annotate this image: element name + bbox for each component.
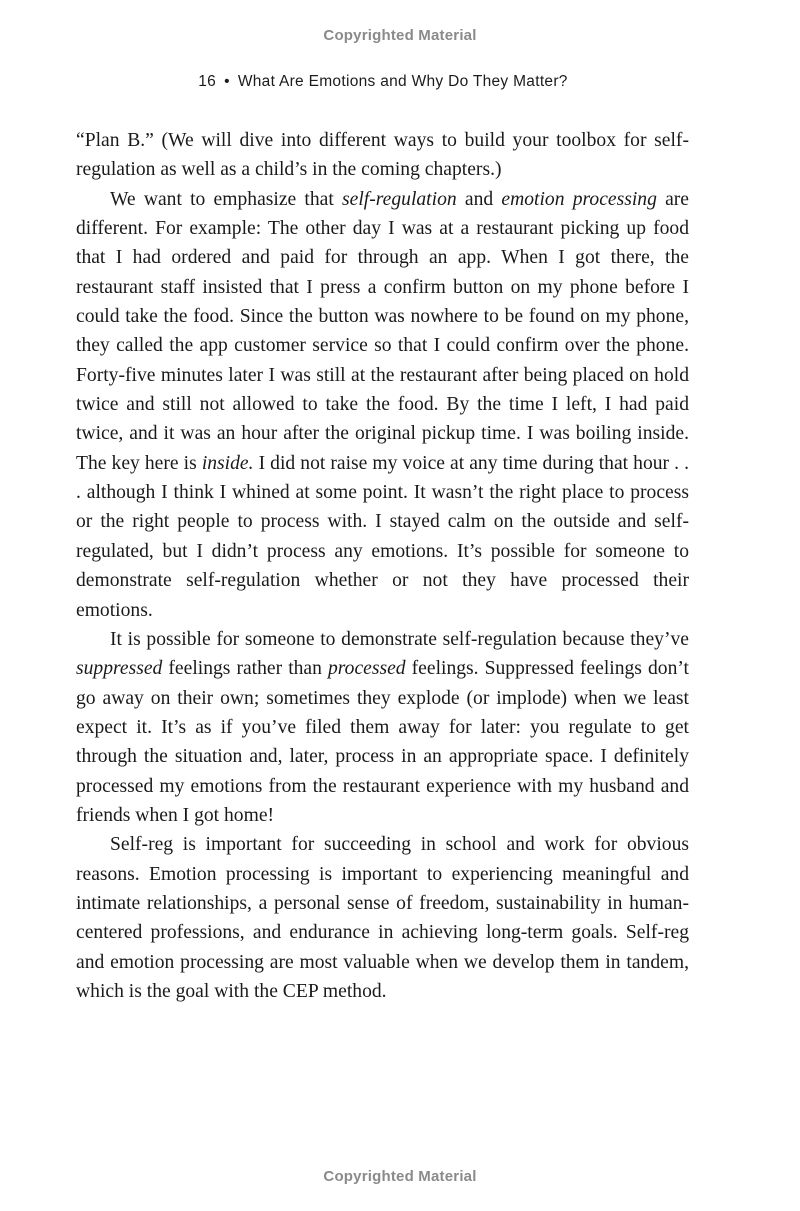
emphasis-processed: processed xyxy=(327,658,406,680)
running-header xyxy=(0,73,766,91)
emphasis-inside: inside. xyxy=(201,452,254,474)
page-number: 16 xyxy=(198,73,217,90)
emphasis-emotion-processing: emotion processing xyxy=(501,188,657,210)
header-separator: • xyxy=(224,73,230,90)
copyright-watermark-top: Copyrighted Material xyxy=(323,27,477,44)
emphasis-suppressed: suppressed xyxy=(76,658,163,680)
paragraph-2-text: and xyxy=(456,188,502,210)
paragraph-4: Self-reg is important for succeeding in school and work for obvious reasons. Emotion processing is important to experiencing meaningful and intimate relationships, a personal sense of freedom, sustainability in human-centered professions, and endurance in achieving long-term goals. Self-reg and emotion processing are most valuable when we develop them in tandem, which is the goal with the CEP method. xyxy=(76,834,689,1002)
paragraph-2-text: We want to emphasize that xyxy=(110,188,343,210)
body-text xyxy=(76,126,689,1006)
paragraph-3-text: feelings rather than xyxy=(162,658,328,680)
paragraph-3-text: It is possible for someone to demonstrate self-regulation because they’ve xyxy=(110,628,689,650)
chapter-title: What Are Emotions and Why Do They Matter? xyxy=(237,73,568,90)
paragraph-2-text: are different. For example: The other day I was at a restaurant picking up food that I had ordered and paid for through an app. When I got there, the restaurant staff insisted that I press a confirm button on my phone before I could take the food. Since the button was nowhere to be found on my phone, they called the app customer service so that I could confirm over the phone. Forty-five minutes later I was still at the restaurant after being placed on hold twice and still not allowed to take the food. By the time I left, I had paid twice, and it was an hour after the original pickup time. I was boiling inside. The key here is xyxy=(76,188,689,474)
emphasis-self-regulation: self-regulation xyxy=(342,188,457,210)
paragraph-2-text: I did not raise my voice at any time during that hour . . . although I think I whined at some point. It wasn’t the right place to process or the right people to process with. I stayed calm on the outside and self-regulated, but I didn’t process any emotions. It’s possible for someone to demonstrate self-regulation whether or not they have processed their emotions. xyxy=(76,452,689,621)
paragraph-3 xyxy=(76,625,689,830)
paragraph-1: “Plan B.” (We will dive into different ways to build your toolbox for self-regulation as well as a child’s in the coming chapters.) xyxy=(76,130,689,181)
paragraph-3-text: feelings. Suppressed feelings don’t go away on their own; sometimes they explode (or implode) when we least expect it. It’s as if you’ve filed them away for later: you regulate to get through the situation and, later, process in an appropriate space. I definitely processed my emotions from the restaurant experience with my husband and friends when I got home! xyxy=(76,658,689,826)
paragraph-2 xyxy=(76,185,689,625)
copyright-watermark-bottom: Copyrighted Material xyxy=(323,1168,477,1185)
